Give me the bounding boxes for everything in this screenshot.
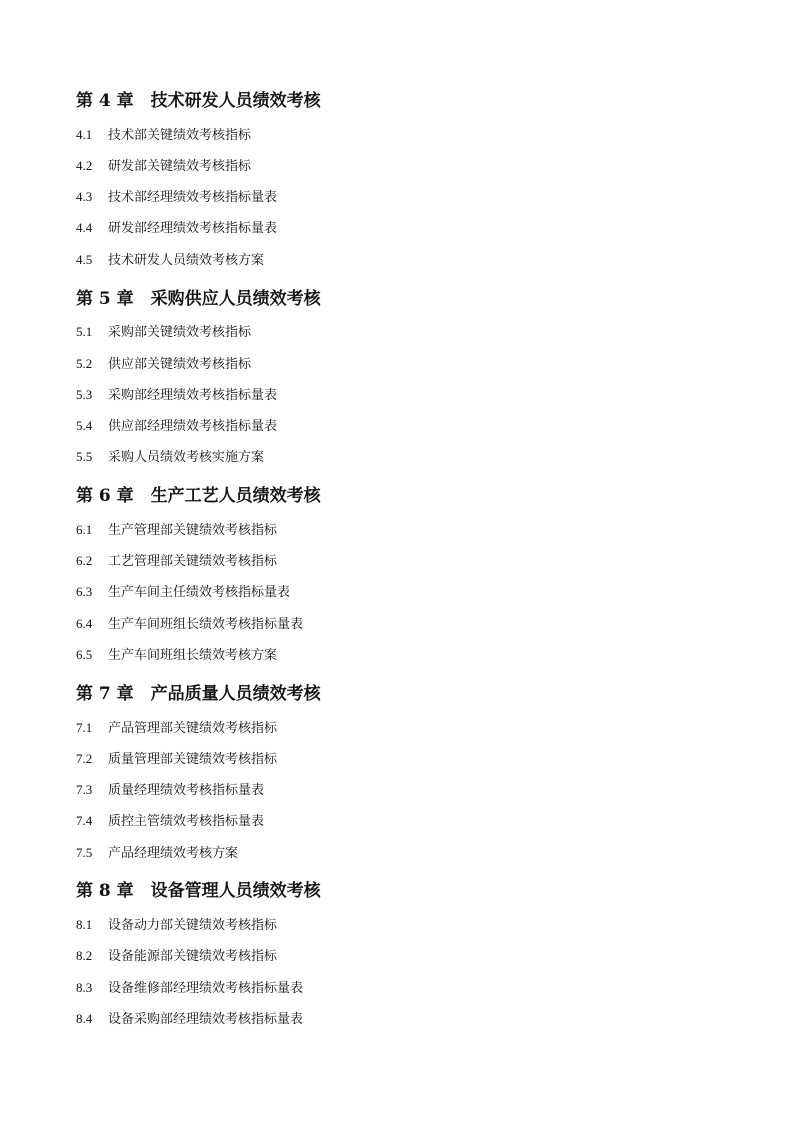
toc-item-number: 4.3 [76, 189, 93, 204]
toc-item-title: 生产车间班组长绩效考核指标量表 [108, 617, 304, 632]
toc-item-title: 采购人员绩效考核实施方案 [108, 450, 265, 465]
toc-item-title: 生产车间班组长绩效考核方案 [108, 648, 278, 663]
toc-item [76, 217, 277, 236]
toc-item-number: 5.5 [76, 449, 93, 464]
toc-item-title: 设备维修部经理绩效考核指标量表 [108, 981, 304, 996]
toc-item-number: 7.4 [76, 813, 93, 828]
toc-item-number: 6.3 [76, 584, 93, 599]
toc-item-title: 产品管理部关键绩效考核指标 [108, 721, 278, 736]
toc-item-number: 8.3 [76, 980, 93, 995]
toc-item-number: 8.2 [76, 948, 93, 963]
toc-item-title: 生产车间主任绩效考核指标量表 [108, 585, 291, 600]
toc-item-number: 4.4 [76, 220, 93, 235]
toc-item-title: 研发部关键绩效考核指标 [108, 159, 252, 174]
toc-item-number: 7.3 [76, 782, 93, 797]
toc-item-number: 4.1 [76, 127, 93, 142]
toc-item-number: 5.3 [76, 387, 93, 402]
toc-item-title: 产品经理绩效考核方案 [108, 846, 239, 861]
chapter-heading: 第 4 章 技术研发人员绩效考核 [76, 91, 321, 111]
toc-item-number: 6.5 [76, 647, 93, 662]
toc-item-title: 生产管理部关键绩效考核指标 [108, 523, 278, 538]
toc-item-title: 采购部经理绩效考核指标量表 [108, 388, 278, 403]
toc-item [76, 914, 277, 933]
toc-item [76, 249, 264, 268]
toc-item-title: 质量管理部关键绩效考核指标 [108, 752, 278, 767]
toc-item [76, 613, 303, 632]
toc-item [76, 519, 277, 538]
toc-item-title: 技术部经理绩效考核指标量表 [108, 190, 278, 205]
toc-item [76, 550, 277, 569]
toc-item [76, 124, 251, 143]
toc-item [76, 810, 264, 829]
toc-item-title: 设备采购部经理绩效考核指标量表 [108, 1012, 304, 1027]
toc-item-title: 研发部经理绩效考核指标量表 [108, 221, 278, 236]
toc-item-title: 设备能源部关键绩效考核指标 [108, 949, 278, 964]
toc-item-number: 5.2 [76, 356, 93, 371]
toc-item [76, 945, 277, 964]
toc-item-title: 技术部关键绩效考核指标 [108, 128, 252, 143]
toc-item-title: 质量经理绩效考核指标量表 [108, 783, 265, 798]
toc-item [76, 155, 251, 174]
toc-item-number: 6.4 [76, 616, 93, 631]
toc-item [76, 415, 277, 434]
toc-item-number: 6.1 [76, 522, 93, 537]
toc-item-number: 6.2 [76, 553, 93, 568]
chapter-heading: 第 6 章 生产工艺人员绩效考核 [76, 486, 321, 506]
toc-item [76, 717, 277, 736]
toc-item [76, 977, 303, 996]
toc-item [76, 446, 264, 465]
toc-item [76, 581, 290, 600]
toc-item [76, 353, 251, 372]
toc-item-number: 8.4 [76, 1011, 93, 1026]
toc-item-number: 8.1 [76, 917, 93, 932]
toc-item-title: 采购部关键绩效考核指标 [108, 325, 252, 340]
toc-item [76, 186, 277, 205]
toc-item-number: 4.5 [76, 252, 93, 267]
toc-item [76, 1008, 303, 1027]
toc-item-title: 工艺管理部关键绩效考核指标 [108, 554, 278, 569]
toc-item-number: 7.1 [76, 720, 93, 735]
toc-item-number: 7.5 [76, 845, 93, 860]
chapter-heading: 第 7 章 产品质量人员绩效考核 [76, 684, 321, 704]
chapter-heading: 第 8 章 设备管理人员绩效考核 [76, 881, 321, 901]
toc-item-title: 技术研发人员绩效考核方案 [108, 253, 265, 268]
toc-item [76, 779, 264, 798]
toc-item [76, 748, 277, 767]
toc-item-number: 4.2 [76, 158, 93, 173]
toc-item [76, 842, 238, 861]
toc-item-title: 供应部经理绩效考核指标量表 [108, 419, 278, 434]
toc-item [76, 644, 277, 663]
toc-item-title: 设备动力部关键绩效考核指标 [108, 918, 278, 933]
toc-item-title: 质控主管绩效考核指标量表 [108, 814, 265, 829]
toc-item-number: 7.2 [76, 751, 93, 766]
toc-item-number: 5.4 [76, 418, 93, 433]
toc-item [76, 321, 251, 340]
toc-item-title: 供应部关键绩效考核指标 [108, 357, 252, 372]
toc-item [76, 384, 277, 403]
toc-item-number: 5.1 [76, 324, 93, 339]
chapter-heading: 第 5 章 采购供应人员绩效考核 [76, 289, 321, 309]
